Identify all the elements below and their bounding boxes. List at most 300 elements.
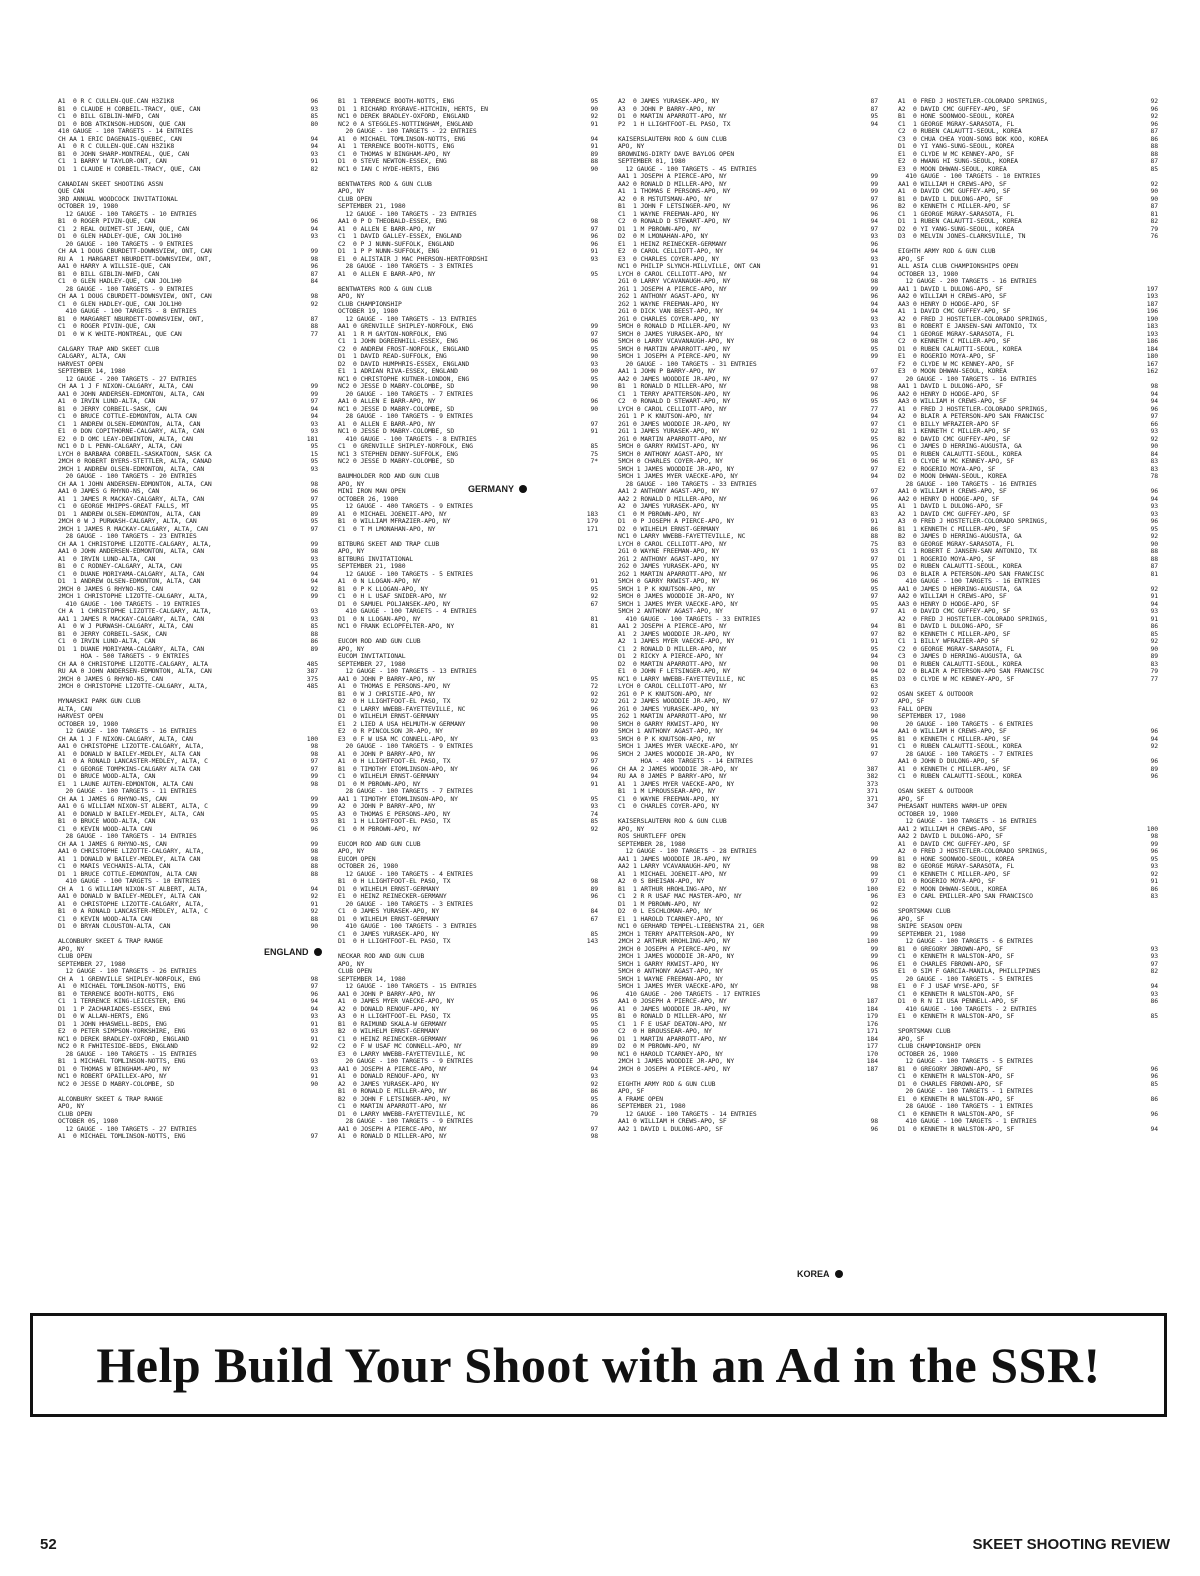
line-text: A1 0 FRED J HOSTETLER-COLORADO SPRINGS, [898, 404, 1048, 413]
score: 94 [870, 247, 878, 255]
line-text: HARVEST OPEN [58, 712, 103, 720]
line-text: D1 0 M PBROWN-APO, NY [338, 779, 421, 788]
score: 95 [310, 809, 318, 818]
score: 98 [870, 922, 878, 930]
score: 97 [870, 629, 878, 638]
score: 93 [310, 427, 318, 435]
score: 91 [590, 427, 598, 435]
line-text: B1 0 WILLIAM MFRAZIER-APO, NY [338, 517, 451, 525]
score: 91 [590, 142, 598, 150]
line-text: RU A 1 MARGARET NBURDETT-DOWNSVIEW, ONT, [58, 254, 212, 263]
score: 96 [590, 749, 598, 758]
score: 95 [590, 584, 598, 593]
line-text: E2 0 R PINCOLSON JR-APO, NY [338, 727, 443, 735]
score: 187 [866, 997, 878, 1005]
line-text: B1 0 RONALD E MILLER-APO, NY [338, 1087, 447, 1095]
score: 90 [590, 367, 598, 375]
line-text: C1 1 GEORGE MGRAY-SARASOTA, FL [898, 119, 1015, 128]
line-text: 2G1 2 ANTHONY AGAST-APO, NY [618, 554, 720, 563]
line-text: C3 0 JAMES D HERRING-AUGUSTA, GA [898, 652, 1022, 660]
score: 92 [870, 427, 878, 435]
line-text: 12 GAUGE - 100 TARGETS - 14 ENTRIES [618, 1109, 757, 1118]
score: 85 [1150, 629, 1158, 638]
score: 83 [1150, 892, 1158, 900]
score: 96 [1150, 727, 1158, 735]
line-text: AA1 0 JOHN ANDERSEN-EDMONTON, ALTA, CAN [58, 547, 205, 555]
score: 97 [590, 1124, 598, 1133]
score: 86 [870, 524, 878, 533]
heading-line [58, 1103, 318, 1111]
line-text: C1 0 RUBEN CALAUTTI-SEOUL, KOREA [898, 742, 1022, 750]
line-text: A1 0 THOMAS E PERSONS-APO, NY [338, 682, 451, 690]
score: 99 [1150, 839, 1158, 848]
line-text: CLUB CHAMPIONSHIP [338, 299, 402, 308]
line-text: C1 0 JAMES D HERRING-AUGUSTA, GA [898, 442, 1022, 450]
line-text: ALCONBURY SKEET & TRAP RANGE [58, 1094, 163, 1103]
line-text: C1 0 CHARLES COYER-APO, NY [618, 802, 720, 810]
line-text: 12 GAUGE - 100 TARGETS - 13 ENTRIES [338, 314, 477, 323]
line-text: C1 1 GEORGE MGRAY-SARASOTA, FL [898, 209, 1015, 218]
score: 92 [590, 689, 598, 698]
line-text: E3 0 F W USA MC CONNELL-APO, NY [338, 734, 458, 743]
line-text: NC1 0 PHILIP SLYNCH-MILLVILLE, ONT CAN [618, 262, 761, 270]
score: 94 [310, 884, 318, 893]
line-text: 410 GAUGE - 100 TARGETS - 10 ENTRIES [58, 877, 201, 885]
score: 94 [310, 412, 318, 420]
line-text: 28 GAUGE - 100 TARGETS - 9 ENTRIES [338, 412, 473, 420]
line-text: E1 0 ALISTAIR J MAC PHERSON-HERTFORDSHI [338, 254, 488, 263]
score: 86 [310, 637, 318, 645]
score: 92 [590, 697, 598, 705]
line-text: A1 0 DAVID CMC GUFFEY-APO, SF [898, 839, 1011, 848]
score: 187 [1146, 299, 1158, 308]
line-text: 5MCH 1 JAMES MYER VAECKE-APO, NY [618, 599, 738, 608]
score: 88 [1150, 547, 1158, 555]
line-text: B1 0 JERRY CORBEIL-SASK, CAN [58, 629, 167, 638]
score: 94 [590, 134, 598, 143]
score: 97 [870, 224, 878, 233]
score: 347 [866, 802, 878, 810]
score: 92 [310, 907, 318, 915]
line-text: AA1 0 G WILLIAM NIXON-ST ALBERT, ALTA, C [58, 802, 208, 810]
score: 197 [1146, 284, 1158, 293]
heading-line [898, 691, 1158, 699]
score: 96 [870, 239, 878, 248]
line-text: E1 2 LIED A USA HELMUTH-W GERMANY [338, 719, 466, 728]
score: 85 [590, 442, 598, 450]
score: 67 [590, 599, 598, 608]
score: 171 [586, 524, 598, 533]
score: 93 [870, 254, 878, 263]
line-text: B2 0 JOHN F LETSINGER-APO, NY [338, 1094, 451, 1103]
heading-line [338, 961, 598, 969]
score: 94 [870, 622, 878, 630]
score: 98 [870, 982, 878, 990]
score: 97 [870, 464, 878, 473]
score: 96 [1150, 1109, 1158, 1118]
score: 89 [1150, 764, 1158, 773]
score: 96 [870, 202, 878, 210]
line-text: C1 1 WAYNE FREEMAN-APO, NY [618, 209, 720, 218]
line-text: ALL ASIA CLUB CHAMPIONSHIPS OPEN [898, 262, 1018, 270]
score: 77 [1150, 674, 1158, 683]
score: 95 [1150, 524, 1158, 533]
line-text: 2MCH 2 ARTHUR HROHLING-APO, NY [618, 937, 731, 945]
score: 98 [870, 277, 878, 285]
line-text: D1 1 CLAUDE H CORBEIL-TRACY, QUE, CAN [58, 164, 201, 173]
line-text: B1 0 DAVID L DULONG-APO, SF [898, 194, 1003, 203]
line-text: CANADIAN SKEET SHOOTING ASSN [58, 179, 163, 188]
score: 97 [870, 592, 878, 600]
line-text: A1 0 ALLEN E BARR-APO, NY [338, 224, 436, 233]
score: 94 [870, 217, 878, 225]
score: 98 [870, 1117, 878, 1125]
score: 193 [1146, 292, 1158, 300]
score: 93 [1150, 989, 1158, 998]
score: 94 [870, 329, 878, 338]
line-text: 2MCH 1 CHRISTOPHE LIZOTTE-CALGARY, ALTA, [58, 592, 208, 600]
score: 100 [866, 937, 878, 945]
score: 98 [310, 292, 318, 300]
score: 99 [590, 322, 598, 330]
line-text: AA1 0 HARRY A WILLSIE-QUE, CAN [58, 262, 171, 270]
line-text: 2MCH 1 JAMES WOODDIE JR-APO, NY [618, 1057, 735, 1065]
line-text: D2 0 RUBEN CALAUTTI-SEOUL, KOREA [898, 562, 1022, 570]
line-text: AA1 0 JOSEPH A PIERCE-APO, NY [618, 997, 727, 1005]
line-text: D1 0 RUBEN CALAUTTI-SEOUL, KOREA [898, 659, 1022, 668]
line-text: A3 0 FRED J HOSTETLER-COLORADO SPRINGS, [898, 517, 1048, 525]
line-text: A3 0 JOHN P BARRY-APO, NY [618, 104, 716, 113]
score: 89 [310, 644, 318, 653]
score: 90 [590, 1049, 598, 1058]
score: 91 [310, 1072, 318, 1080]
line-text: C1 1 ROBERT E JANSEN-SAN ANTONIO, TX [898, 547, 1037, 555]
line-text: C1 0 BILLY WFRAZIER-APO SF [898, 419, 1000, 428]
line-text: B1 0 ROGER PIVIN-QUE, CAN [58, 217, 156, 225]
line-text: 28 GAUGE - 100 TARGETS - 23 ENTRIES [58, 532, 197, 540]
line-text: 5MCH 1 JAMES WOODDIE JR-APO, NY [618, 464, 735, 473]
score: 90 [870, 719, 878, 728]
line-text: E1 0 CLYDE W MC KENNEY-APO, SF [898, 149, 1015, 158]
line-text: NC1 0 FRANK ECLOPFELTER-APO, NY [338, 622, 455, 630]
score: 75 [590, 449, 598, 458]
score: 95 [590, 712, 598, 720]
bullet-icon [835, 1270, 843, 1278]
score: 87 [870, 97, 878, 105]
score: 96 [590, 1034, 598, 1043]
score: 94 [1150, 397, 1158, 405]
line-text: C1 0 KENNETH C MILLER-APO, SF [898, 869, 1011, 878]
line-text: AA2 0 JAMES WOODDIE JR-APO, NY [618, 374, 731, 383]
line-text: A2 0 DONALD RENOUF-APO, NY [338, 1004, 440, 1013]
line-text: 5MCH 2 JAMES WOODDIE JR-APO, NY [618, 749, 735, 758]
line-text: SEPTEMBER 14, 1980 [58, 367, 126, 375]
score: 95 [310, 517, 318, 525]
score: 76 [1150, 232, 1158, 240]
line-text: 2MCH 0 JAMES G RHYNO-NS, CAN [58, 674, 163, 683]
result-line [58, 683, 318, 691]
line-text: NC1 0 LARRY WWEBB-FAYETTEVILLE, NC [618, 674, 746, 683]
line-text: 28 GAUGE - 100 TARGETS - 33 ENTRIES [618, 479, 757, 488]
line-text: E1 0 HEINZ REINECKER-GERMANY [338, 892, 447, 900]
line-text: C1 0 JAMES YURASEK-APO, NY [338, 907, 440, 915]
line-text: AA2 0 WILLIAM H CREWS-APO, SF [898, 292, 1007, 300]
score: 95 [590, 269, 598, 278]
score: 99 [870, 952, 878, 960]
line-text: 5MCH 0 ANTHONY AGAST-APO, NY [618, 967, 723, 975]
score: 93 [310, 554, 318, 563]
score: 98 [870, 382, 878, 390]
score: 96 [590, 397, 598, 405]
score: 96 [590, 232, 598, 240]
line-text: CH A 1 GRENVILLE SHIPLEY-NORFOLK, ENG [58, 974, 201, 983]
line-text: B1 1 KENNETH C MILLER-APO, SF [898, 427, 1011, 435]
score: 387 [306, 667, 318, 675]
line-text: 2MCH 1 JAMES R MACKAY-CALGARY, ALTA, CAN [58, 524, 208, 533]
score: 92 [590, 592, 598, 600]
score: 176 [866, 1019, 878, 1028]
score: 96 [1150, 487, 1158, 495]
line-text: CH AA 1 JOHN ANDERSEN-EDMONTON, ALTA, CAN [58, 479, 212, 488]
line-text: C1 1 F E USAF DEATON-APO, NY [618, 1019, 727, 1028]
line-text: CH AA 1 ERIC DAGENAIS-QUEBEC, CAN [58, 134, 182, 143]
result-line [338, 938, 598, 946]
line-text: SEPTEMBER 21, 1980 [338, 562, 406, 570]
line-text: C2 0 P J NUNN-SUFFOLK, ENGLAND [338, 239, 455, 248]
score: 96 [590, 337, 598, 345]
line-text: 2G1 2 JAMES WOODDIE JR-APO, NY [618, 697, 731, 705]
line-text: NC2 0 A STEGGLES-NOTTINGHAM, ENGLAND [338, 119, 473, 128]
line-text: AA1 0 GRENVILLE SHIPLEY-NORFOLK, ENG [338, 322, 473, 330]
score: 96 [870, 577, 878, 585]
line-text: NC1 0 ROBERT GPAILLEX-APO, NY [58, 1072, 167, 1080]
line-text: B1 0 BRUCE WOOD-ALTA, CAN [58, 817, 156, 825]
line-text: C1 0 BRUCE COTTLE-EDMONTON, ALTA CAN [58, 412, 197, 420]
score: 94 [590, 1064, 598, 1073]
line-text: B2 0 WILHELM ERNST-GERMANY [338, 1027, 440, 1035]
line-text: NC1 0 CHRISTOPHE KUTNER-LONDON, ENG [338, 374, 470, 383]
line-text: AA2 0 HENRY D HODGE-APO, SF [898, 494, 1000, 503]
score: 98 [310, 479, 318, 488]
score: 96 [870, 569, 878, 578]
score: 96 [870, 389, 878, 398]
line-text: 2MCH 0 W J PURWASH-CALGARY, ALTA, CAN [58, 517, 197, 525]
score: 90 [590, 352, 598, 360]
line-text: CH AA 2 JAMES WOODDIE JR-APO, NY [618, 764, 738, 773]
score: 96 [1150, 772, 1158, 780]
result-line [58, 1133, 318, 1141]
score: 97 [310, 764, 318, 773]
line-text: 12 GAUGE - 100 TARGETS - 5 ENTRIES [338, 569, 473, 578]
country-marker-germany [468, 484, 527, 494]
score: 90 [310, 922, 318, 930]
line-text: D1 0 CHARLES FBROWN-APO, SF [898, 1079, 1003, 1088]
score: 90 [870, 712, 878, 720]
score: 96 [590, 704, 598, 713]
line-text: 12 GAUGE - 100 TARGETS - 26 ENTRIES [58, 967, 197, 975]
score: 97 [310, 494, 318, 503]
line-text: B1 0 RONALD D MILLER-APO, NY [618, 1012, 727, 1020]
result-line [898, 233, 1158, 241]
line-text: 12 GAUGE - 400 TARGETS - 9 ENTRIES [338, 502, 473, 510]
score: 184 [866, 1004, 878, 1013]
line-text: B3 0 GEORGE MGRAY-SARASOTA, FL [898, 539, 1015, 548]
score: 94 [870, 667, 878, 675]
line-text: C2 0 GEORGE MGRAY-SARASOTA, FL [898, 644, 1015, 653]
score: 94 [1150, 734, 1158, 743]
line-text: APO, NY [338, 644, 365, 653]
line-text: MYNARSKI PARK GUN CLUB [58, 697, 141, 705]
line-text: BITBURG INVITATIONAL [338, 554, 413, 563]
result-line [338, 526, 598, 534]
result-line [58, 1081, 318, 1089]
bullet-icon [314, 948, 322, 956]
line-text: CH AA 1 DOUG CBURDETT-DOWNSVIEW, ONT, CAN [58, 292, 212, 300]
line-text: 2MCH 0 JAMES G RHYNO-NS, CAN [58, 584, 163, 593]
line-text: D1 0 WILHELM ERNST-GERMANY [338, 884, 440, 893]
line-text: 12 GAUGE - 100 TARGETS - 16 ENTRIES [898, 817, 1037, 825]
line-text: QUE CAN [58, 187, 85, 195]
line-text: B1 0 TERRENCE BOOTH-NOTTS, ENG [58, 989, 175, 998]
line-text: C1 0 GLEN HADLEY-QUE, CAN JOL1H0 [58, 277, 182, 285]
line-text: CALGARY TRAP AND SKEET CLUB [58, 344, 160, 353]
score: 97 [310, 757, 318, 765]
line-text: A2 1 JAMES MYER VAECKE-APO, NY [618, 637, 735, 645]
score: 88 [310, 862, 318, 870]
score: 95 [870, 967, 878, 975]
line-text: LYCH 0 CAROL CELLIOTT-APO, NY [618, 404, 727, 413]
line-text: 20 GAUGE - 100 TARGETS - 5 ENTRIES [898, 974, 1033, 983]
line-text: D3 0 CLYDE W MC KENNEY-APO, SF [898, 674, 1015, 683]
score: 92 [310, 584, 318, 593]
score: 94 [310, 577, 318, 585]
heading-line [898, 1028, 1158, 1036]
line-text: LYCH 0 CAROL CELLIOTT-APO, NY [618, 682, 727, 690]
score: 96 [870, 494, 878, 503]
score: 95 [870, 434, 878, 443]
score: 371 [866, 787, 878, 795]
line-text: AA1 0 WILLIAM H CREWS-APO, SF [898, 727, 1007, 735]
score: 91 [590, 779, 598, 788]
score: 98 [1150, 832, 1158, 840]
line-text: E1 0 DON COPITHORNE-CALGARY, ALTA, CAN [58, 427, 205, 435]
line-text: 5MCH 0 GARRY RKWIST-APO, NY [618, 577, 720, 585]
line-text: 2MCH 1 ANDREW OLSEN-EDMONTON, ALTA, CAN [58, 464, 205, 473]
score: 86 [590, 1087, 598, 1095]
line-text: C1 0 JAMES YURASEK-APO, NY [338, 929, 440, 938]
score: 177 [866, 1042, 878, 1050]
line-text: E1 1 HAROLD TCARNEY-APO, NY [618, 914, 723, 923]
line-text: E1 0 JOHN F LETSINGER-APO, NY [618, 667, 731, 675]
score: 92 [1150, 637, 1158, 645]
score: 84 [1150, 449, 1158, 458]
line-text: 12 GAUGE - 100 TARGETS - 15 ENTRIES [338, 982, 477, 990]
line-text: 2G2 1 MARTIN APARROTT-APO, NY [618, 712, 727, 720]
score: 95 [870, 644, 878, 653]
score: 96 [870, 292, 878, 300]
line-text: C1 0 T M LMONAHAN-APO, NY [338, 524, 436, 533]
line-text: A2 0 JAMES YURASEK-APO, NY [618, 97, 720, 105]
line-text: 2G2 1 ANTHONY AGAST-APO, NY [618, 292, 720, 300]
score: 99 [870, 869, 878, 878]
score: 98 [310, 974, 318, 983]
score: 81 [1150, 569, 1158, 578]
score: 97 [870, 367, 878, 375]
score: 78 [1150, 472, 1158, 480]
score: 98 [310, 749, 318, 758]
line-text: CLUB OPEN [338, 194, 372, 203]
score: 91 [870, 742, 878, 750]
line-text: BITBURG SKEET AND TRAP CLUB [338, 539, 440, 548]
line-text: B2 0 KENNETH C MILLER-APO, SF [898, 202, 1011, 210]
line-text: C1 0 GRENVILLE SHIPLEY-NORFOLK, ENG [338, 442, 473, 450]
score: 94 [310, 142, 318, 150]
line-text: A1 1 MICHAEL JOENEIT-APO, NY [618, 869, 727, 878]
score: 96 [870, 1124, 878, 1133]
line-text: D1 0 RUBEN CALAUTTI-SEOUL, KOREA [898, 344, 1022, 353]
score: 94 [1150, 982, 1158, 990]
line-text: A2 0 DAVID CMC GUFFEY-APO, SF [898, 104, 1011, 113]
score: 85 [1150, 1079, 1158, 1088]
line-text: 20 GAUGE - 100 TARGETS - 9 ENTRIES [338, 1057, 473, 1065]
score: 97 [310, 397, 318, 405]
line-text: 5MCH 0 CHARLES COYER-APO, NY [618, 457, 723, 465]
score: 96 [1150, 404, 1158, 413]
score: 93 [1150, 607, 1158, 615]
line-text: AA1 0 ALLEN E BARR-APO, NY [338, 397, 436, 405]
score: 96 [310, 217, 318, 225]
line-text: C1 1 ANDREW OLSEN-EDMONTON, ALTA, CAN [58, 419, 201, 428]
score: 94 [1150, 389, 1158, 398]
line-text: C2 0 RONALD D STEWART-APO, NY [618, 217, 731, 225]
line-text: D1 1 M PBROWN-APO, NY [618, 899, 701, 908]
line-text: NC1 0 LARRY WWEBB-FAYETTEVILLE, NC [618, 532, 746, 540]
line-text: A1 1 DONALD W BAILEY-MEDLEY, ALTA CAN [58, 854, 201, 863]
line-text: NC1 0 JESSE D MABRY-COLOMBE, SD [338, 404, 455, 413]
line-text: PHEASANT HUNTERS WARM-UP OPEN [898, 802, 1007, 810]
score: 93 [590, 254, 598, 263]
score: 99 [310, 247, 318, 255]
line-text: 2G1 0 CHARLES COYER-APO, NY [618, 314, 720, 323]
heading-line [58, 938, 318, 946]
score: 171 [866, 1027, 878, 1035]
line-text: AA1 0 JOHN D DULONG-APO, SF [898, 757, 1000, 765]
score: 96 [590, 764, 598, 773]
score: 90 [1150, 539, 1158, 548]
line-text: 12 GAUGE - 100 TARGETS - 45 ENTRIES [618, 164, 757, 173]
line-text: AA1 1 DAVID L DULONG-APO, SF [898, 382, 1003, 390]
heading-line [338, 953, 598, 961]
line-text: APO, NY [618, 142, 645, 150]
line-text: AA3 0 HENRY D HODGE-APO, SF [898, 299, 1000, 308]
line-text: C1 0 RUBEN CALAUTTI-SEOUL, KOREA [898, 772, 1022, 780]
score: 93 [1150, 509, 1158, 518]
line-text: C1 1 TERRENCE KING-LEICESTER, ENG [58, 997, 186, 1005]
line-text: CH AA 1 J F NIXON-CALGARY, ALTA, CAN [58, 382, 193, 390]
score: 99 [310, 839, 318, 848]
line-text: 5MCH 1 JOSEPH A PIERCE-APO, NY [618, 352, 731, 360]
line-text: 5MCH 0 GARRY RKWIST-APO, NY [618, 442, 720, 450]
score: 95 [310, 457, 318, 465]
line-text: 20 GAUGE - 100 TARGETS - 22 ENTRIES [338, 127, 477, 135]
score: 98 [310, 254, 318, 263]
score: 81 [1150, 209, 1158, 218]
line-text: EUCOM INVITATIONAL [338, 652, 406, 660]
score: 85 [590, 929, 598, 938]
line-text: C2 0 RUBEN CALAUTTI-SEOUL, KOREA [898, 127, 1022, 135]
score: 94 [870, 269, 878, 278]
line-text: 410 GAUGE - 100 TARGETS - 1 ENTRIES [898, 1117, 1037, 1125]
